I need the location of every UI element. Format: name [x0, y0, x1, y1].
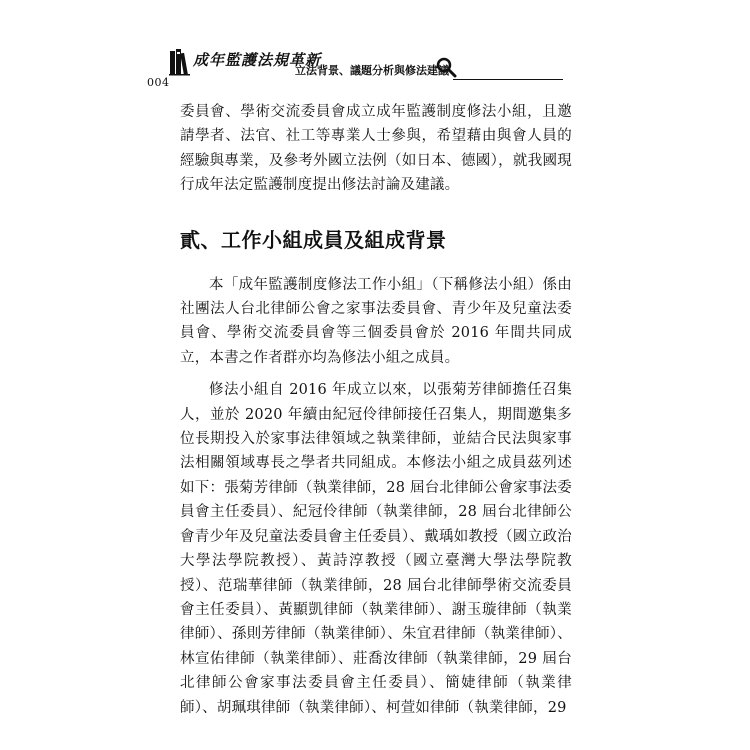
book-subtitle: 立法背景、議題分析與修法建議 [295, 64, 449, 77]
books-icon [169, 48, 191, 76]
magnifier-icon [435, 56, 457, 78]
paragraph-intro: 委員會、學術交流委員會成立成年監護制度修法小組，且邀請學者、法官、社工等專業人士參與，希望藉由與會人員的經驗與專業，及參考外國立法例（如日本、德國），就我國現行成年法定監護制度提出修法討論及建議。 [180, 104, 572, 194]
book-title: 成年監護法規革新 [193, 51, 322, 69]
page-body [180, 100, 572, 720]
running-header [147, 46, 567, 90]
header-rule [453, 79, 563, 80]
paragraph-background: 本「成年監護制度修法工作小組」（下稱修法小組）係由社團法人台北律師公會之家事法委員會、青少年及兒童法委員會、學術交流委員會等三個委員會於 2016 年間共同成立，本書之作者群亦均為修法小組之成員。 [180, 276, 572, 366]
section-heading: 貳、工作小組成員及組成背景 [180, 227, 447, 252]
paragraph-members: 修法小組自 2016 年成立以來，以張菊芳律師擔任召集人，並於 2020 年續由紀冠伶律師接任召集人，期間邀集多位長期投入於家事法律領域之執業律師，並結合民法與家事法相關領域專長之學者共同組成。本修法小組之成員茲列述如下：張菊芳律師（執業律師，28 屆台北律師公會家事法委員會主任委員）、紀冠伶律師（執業律師，28 屆台北律師公會青少年及兒童法委員會主任委員）、戴瑀如教授（國立政治大學法學院教授）、黃詩淳教授（國立臺灣大學法學院教授）、范瑞華律師（執業律師，28 屆台北律師學術交流委員會主任委員）、黃顯凱律師（執業律師）、謝玉璇律師（執業律師）、孫則芳律師（執業律師）、朱宜君律師（執業律師）、林宣佑律師（執業律師）、莊喬汝律師（執業律師，29 屆台北律師公會家事法委員會主任委員）、簡婕律師（執業律師）、胡珮琪律師（執業律師）、柯萱如律師（執業律師，29 [180, 382, 572, 716]
page-number: 004 [147, 76, 170, 89]
